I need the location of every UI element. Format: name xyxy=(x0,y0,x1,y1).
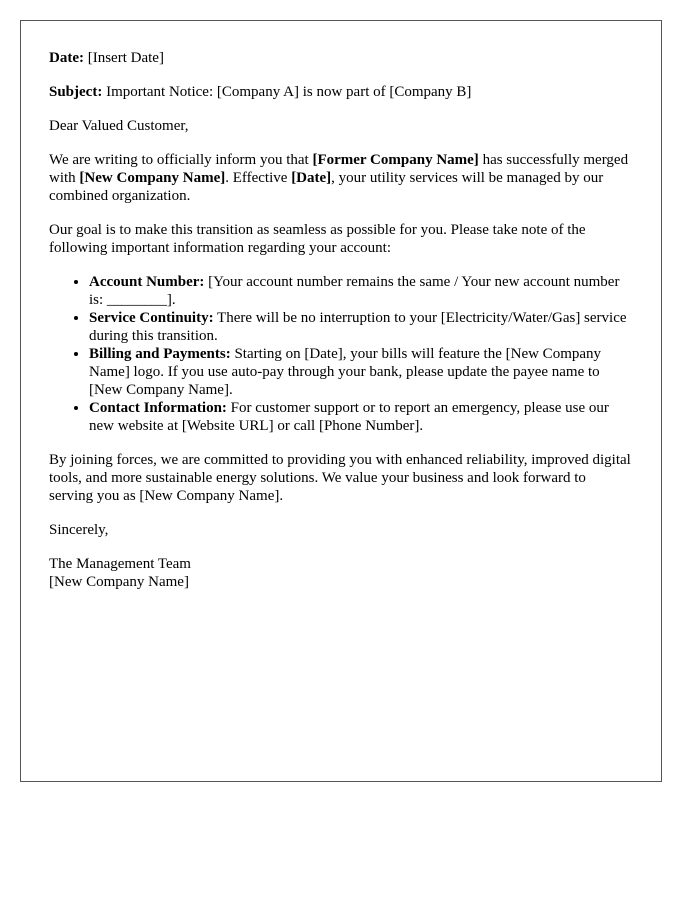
list-item-text: There will be no interruption to your [Electricity/Water/Gas] service during this transition. xyxy=(89,310,627,344)
list-item-label: Service Continuity: xyxy=(89,310,214,326)
list-item-label: Billing and Payments: xyxy=(89,346,231,362)
date-value: [Insert Date] xyxy=(83,50,164,66)
intro-paragraph xyxy=(49,151,633,205)
list-item-account-number xyxy=(89,273,633,309)
sign-off: Sincerely, xyxy=(49,522,109,538)
date-label: Date: xyxy=(49,50,84,66)
former-company-name: [Former Company Name] xyxy=(312,152,479,168)
subject-value: Important Notice: [Company A] is now part of [Company B] xyxy=(102,84,472,100)
new-company-name: [New Company Name] xyxy=(79,170,226,186)
signature-line-2: [New Company Name] xyxy=(49,574,189,590)
list-item-label: Contact Information: xyxy=(89,400,227,416)
list-item-text: [Your account number remains the same / Your new account number is: ________]. xyxy=(89,274,620,308)
list-item-contact-information xyxy=(89,399,633,435)
goal-paragraph: Our goal is to make this transition as seamless as possible for you. Please take note of the following important information regarding your account: xyxy=(49,222,586,256)
intro-text-3: . Effective xyxy=(225,170,292,186)
signature-line-1: The Management Team xyxy=(49,556,191,572)
date-line xyxy=(49,49,633,67)
effective-date: [Date] xyxy=(291,170,332,186)
list-item-billing-payments xyxy=(89,345,633,399)
list-item-text: Starting on [Date], your bills will feature the [New Company Name] logo. If you use auto-pay through your bank, please update the payee name to [New Company Name]. xyxy=(89,346,602,398)
subject-label: Subject: xyxy=(49,84,103,100)
salutation: Dear Valued Customer, xyxy=(49,118,189,134)
intro-text-2: has successfully merged with xyxy=(49,152,629,186)
list-item-label: Account Number: xyxy=(89,274,205,290)
intro-text-1: We are writing to officially inform you that xyxy=(49,152,313,168)
closing-paragraph: By joining forces, we are committed to providing you with enhanced reliability, improved digital tools, and more sustainable energy solutions. We value your business and look forward to serving you as [New Company Name]. xyxy=(49,452,631,504)
info-list xyxy=(49,273,633,435)
letter-page xyxy=(20,20,662,782)
subject-line xyxy=(49,83,633,101)
intro-text-4: , your utility services will be managed by our combined organization. xyxy=(49,170,604,204)
list-item-text: For customer support or to report an emergency, please use our new website at [Website URL] or call [Phone Number]. xyxy=(89,400,609,434)
list-item-service-continuity xyxy=(89,309,633,345)
